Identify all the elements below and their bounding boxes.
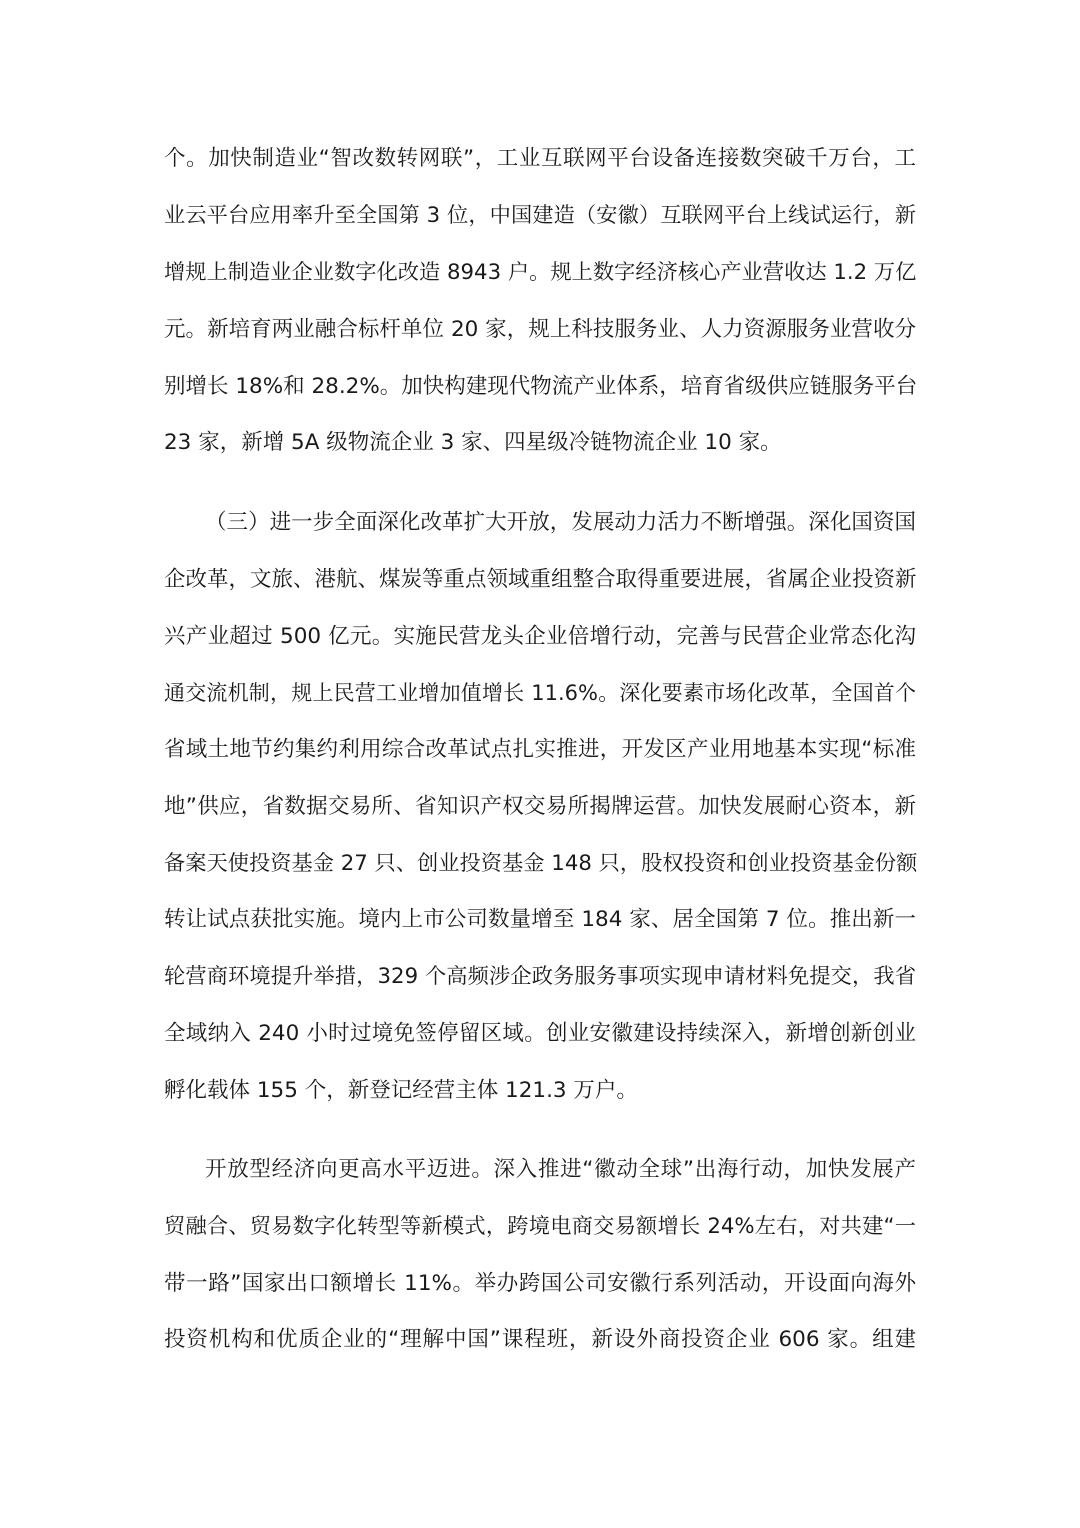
text-line: 业云平台应用率升至全国第 3 位，中国建造（安徽）互联网平台上线试运行，新	[164, 203, 916, 228]
text-line: 贸融合、贸易数字化转型等新模式，跨境电商交易额增长 24%左右，对共建“一	[164, 1214, 916, 1239]
text-line: 兴产业超过 500 亿元。实施民营龙头企业倍增行动，完善与民营企业常态化沟	[164, 624, 916, 649]
text-line: 增规上制造业企业数字化改造 8943 户。规上数字经济核心产业营收达 1.2 万亿	[164, 260, 917, 285]
text-line: 通交流机制，规上民营工业增加值增长 11.6%。深化要素市场化改革，全国首个	[164, 681, 916, 705]
text-line: 带一路”国家出口额增长 11%。举办跨国公司安徽行系列活动，开设面向海外	[164, 1271, 916, 1296]
text-line: 备案天使投资基金 27 只、创业投资基金 148 只，股权投资和创业投资基金份额	[164, 851, 918, 876]
text-line: 元。新培育两业融合标杆单位 20 家，规上科技服务业、人力资源服务业营收分	[164, 317, 916, 342]
text-line: 省域土地节约集约利用综合改革试点扎实推进，开发区产业用地基本实现“标准	[164, 737, 916, 762]
text-line: 轮营商环境提升举措，329 个高频涉企政务服务事项实现申请材料免提交，我省	[164, 964, 916, 989]
text-line: 企改革，文旅、港航、煤炭等重点领域重组整合取得重要进展，省属企业投资新	[164, 567, 917, 592]
text-line: 23 家，新增 5A 级物流企业 3 家、四星级冷链物流企业 10 家。	[164, 430, 782, 455]
section-heading-line: （三）进一步全面深化改革扩大开放，发展动力活力不断增强。深化国资国	[205, 510, 916, 535]
text-line: 个。加快制造业“智改数转网联”，工业互联网平台设备连接数突破千万台，工	[164, 146, 916, 171]
text-line: 投资机构和优质企业的“理解中国”课程班，新设外商投资企业 606 家。组建	[164, 1327, 916, 1352]
text-line: 开放型经济向更高水平迈进。深入推进“徽动全球”出海行动，加快发展产	[205, 1157, 916, 1182]
text-line: 别增长 18%和 28.2%。加快构建现代物流产业体系，培育省级供应链服务平台	[164, 374, 918, 399]
text-line: 全域纳入 240 小时过境免签停留区域。创业安徽建设持续深入，新增创新创业	[164, 1021, 916, 1046]
text-line: 孵化载体 155 个，新登记经营主体 121.3 万户。	[164, 1078, 638, 1103]
text-line: 地”供应，省数据交易所、省知识产权交易所揭牌运营。加快发展耐心资本，新	[164, 794, 916, 819]
text-line: 转让试点获批实施。境内上市公司数量增至 184 家、居全国第 7 位。推出新一	[164, 907, 916, 932]
